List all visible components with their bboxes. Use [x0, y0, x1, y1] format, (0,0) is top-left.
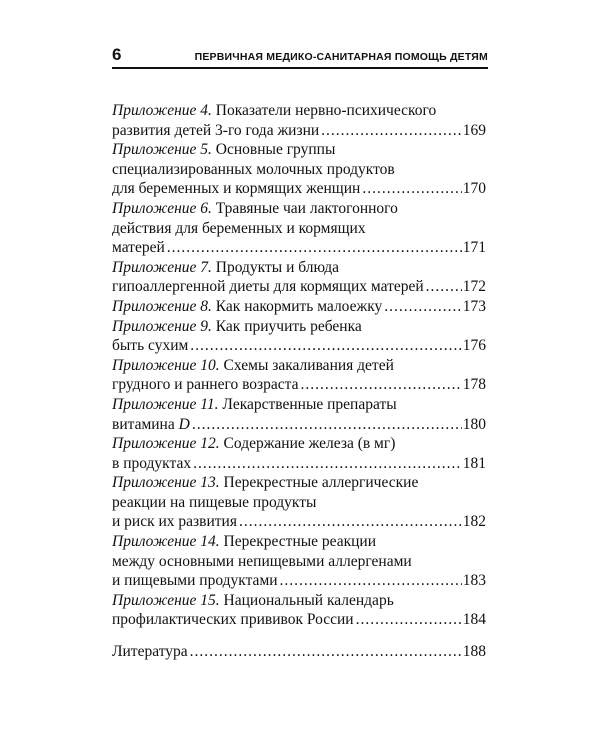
dot-leader [362, 179, 461, 199]
toc-entry[interactable] [112, 532, 486, 591]
toc-line [112, 297, 486, 317]
toc-line [112, 101, 486, 121]
toc-line [112, 219, 486, 239]
toc-page-number: 171 [462, 239, 486, 257]
dot-leader [190, 642, 462, 662]
toc-entry-text: реакции на пищевые продукты [112, 493, 317, 511]
toc-entry[interactable] [112, 297, 486, 317]
toc-line [112, 199, 486, 219]
toc-entry[interactable] [112, 473, 486, 532]
toc-entry-text: Перекрестные аллергические [223, 474, 419, 492]
toc-line [112, 140, 486, 160]
toc-entry-text: Схемы закаливания детей [223, 356, 394, 374]
toc-entry-label: Приложение 8. [112, 297, 212, 315]
dot-leader [301, 375, 462, 395]
toc-line [112, 238, 486, 258]
toc-page-number: 184 [462, 611, 486, 629]
toc-entry-text: Национальный календарь [223, 591, 394, 609]
dot-leader [426, 277, 462, 297]
toc-entry-text: быть сухим [112, 337, 189, 355]
toc-line [112, 375, 486, 395]
toc-page-number: 170 [462, 180, 486, 198]
toc-line [112, 179, 486, 199]
toc-page-number: 181 [462, 454, 486, 472]
toc-entry-label: Приложение 9. [112, 317, 212, 335]
toc-line [112, 434, 486, 454]
toc-entry-label: Приложение 11. [112, 395, 219, 413]
dot-leader [167, 238, 462, 258]
toc-page-number: 169 [462, 121, 486, 139]
toc-entry[interactable] [112, 258, 486, 297]
dot-leader [239, 512, 462, 532]
toc-line [112, 415, 486, 435]
toc-line [112, 395, 486, 415]
toc-line [112, 317, 486, 337]
toc-entry-text: Содержание железа (в мг) [223, 435, 396, 453]
toc-page-number: 183 [462, 572, 486, 590]
toc-entry-label: Приложение 14. [112, 533, 220, 551]
toc-entry-text: специализированных молочных продуктов [112, 160, 395, 178]
toc-line [112, 493, 486, 513]
toc-entry-text: Показатели нервно-психического [215, 102, 437, 119]
toc-page-number: 178 [462, 376, 486, 394]
toc-line [112, 160, 486, 180]
toc-entry-text: Лекарственные препараты [222, 395, 397, 413]
toc-entries [112, 101, 486, 630]
table-of-contents [112, 101, 486, 662]
toc-entry-label: Приложение 6. [112, 199, 212, 217]
toc-entry[interactable] [112, 434, 486, 473]
toc-line [112, 552, 486, 572]
toc-entry-text: между основными непищевыми аллергенами [112, 552, 412, 570]
toc-line [112, 512, 486, 532]
toc-entry-text: Продукты и блюда [215, 258, 340, 276]
toc-entry[interactable] [112, 591, 486, 630]
toc-entry-references[interactable] [112, 642, 486, 662]
toc-line [112, 571, 486, 591]
toc-entry-text: матерей [112, 239, 165, 257]
toc-entry[interactable] [112, 199, 486, 258]
toc-page-number: 180 [462, 415, 486, 433]
toc-entry-text: профилактических прививок России [112, 611, 354, 629]
toc-entry-text: Как накормить малоежку [215, 297, 383, 315]
dot-leader [190, 336, 461, 356]
toc-entry-text: Перекрестные реакции [223, 533, 377, 551]
toc-entry-text: Как приучить ребенка [215, 317, 362, 335]
toc-entry[interactable] [112, 395, 486, 434]
toc-entry-text: Литература [112, 643, 188, 661]
toc-entry-text: грудного и раннего возраста [112, 376, 299, 394]
toc-entry[interactable] [112, 317, 486, 356]
toc-entry-text: Травяные чаи лактогонного [215, 199, 398, 217]
toc-entry-label: Приложение 5. [112, 141, 212, 159]
toc-entry-text: для беременных и кормящих женщин [112, 180, 361, 198]
toc-entry-label: Приложение 7. [112, 258, 212, 276]
toc-line [112, 121, 486, 141]
running-header [112, 46, 488, 69]
toc-entry[interactable] [112, 356, 486, 395]
toc-entry[interactable] [112, 140, 486, 199]
toc-line [112, 610, 486, 630]
toc-page-number: 173 [462, 297, 486, 315]
toc-entry[interactable] [112, 101, 486, 140]
toc-line [112, 454, 486, 474]
toc-page-number: 188 [462, 643, 486, 661]
toc-entry-text: действия для беременных и кормящих [112, 219, 366, 237]
toc-line [112, 356, 486, 376]
toc-entry-suffix: D [178, 415, 190, 433]
toc-entry-label: Приложение 4. [112, 102, 212, 119]
toc-entry-text: витамина [112, 415, 175, 433]
toc-line [112, 336, 486, 356]
toc-line [112, 258, 486, 278]
toc-entry-text: в продуктах [112, 454, 192, 472]
dot-leader [384, 297, 461, 317]
dot-leader [280, 571, 462, 591]
toc-entry-text: Основные группы [215, 141, 336, 159]
toc-entry-text: и пищевыми продуктами [112, 572, 278, 590]
toc-entry-text: гипоаллергенной диеты для кормящих матерей [112, 278, 424, 296]
toc-entry-label: Приложение 10. [112, 356, 220, 374]
toc-line [112, 277, 486, 297]
toc-line [112, 591, 486, 611]
running-title: ПЕРВИЧНАЯ МЕДИКО-САНИТАРНАЯ ПОМОЩЬ ДЕТЯМ [194, 51, 488, 63]
dot-leader [193, 454, 462, 474]
toc-entry-label: Приложение 15. [112, 591, 220, 609]
toc-page-number: 182 [462, 513, 486, 531]
dot-leader [192, 415, 462, 435]
dot-leader [321, 121, 462, 141]
toc-line [112, 473, 486, 493]
page-number: 6 [112, 45, 122, 64]
toc-page-number: 176 [462, 337, 486, 355]
toc-page-number: 172 [462, 278, 486, 296]
toc-entry-text: и риск их развития [112, 513, 237, 531]
toc-entry-text: развития детей 3-го года жизни [112, 121, 320, 139]
toc-entry-label: Приложение 12. [112, 435, 220, 453]
toc-line [112, 532, 486, 552]
dot-leader [356, 610, 462, 630]
toc-entry-label: Приложение 13. [112, 474, 220, 492]
toc-spacer [112, 630, 486, 642]
